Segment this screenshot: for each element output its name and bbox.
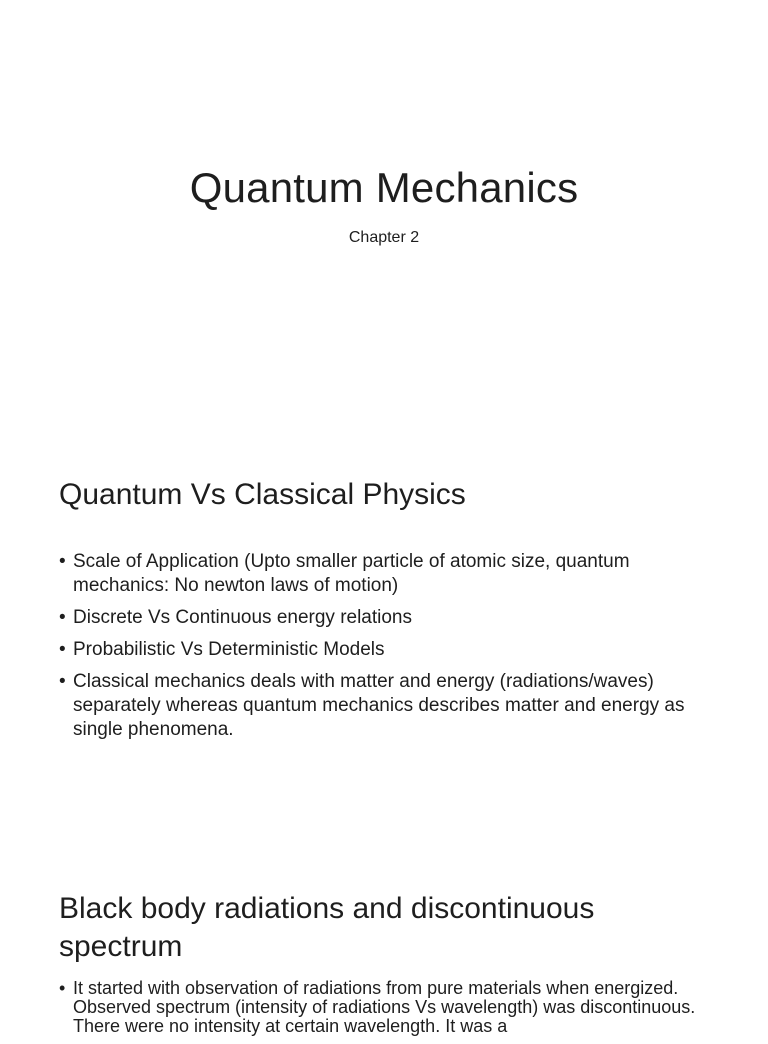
presentation-subtitle: Chapter 2 bbox=[348, 229, 420, 246]
slide-title: Black body radiations and discontinuous spectrum bbox=[59, 892, 595, 963]
bullet-text: Probabilistic Vs Deterministic Models bbox=[73, 639, 385, 660]
bullet-list bbox=[59, 979, 719, 1044]
bullet-item bbox=[59, 670, 719, 742]
bullet-dot-icon: • bbox=[59, 551, 66, 572]
bullet-text: It started with observation of radiations from pure materials when energized. Observed spectrum (intensity of radiations Vs wavelength) was discontinuous. There were no intensity at certain wavelength. It was a bbox=[73, 978, 696, 1036]
bullet-item bbox=[59, 606, 719, 630]
presentation-title: Quantum Mechanics bbox=[189, 164, 579, 211]
bullet-dot-icon: • bbox=[59, 639, 66, 660]
bullet-text: Scale of Application (Upto smaller particle of atomic size, quantum mechanics: No newton laws of motion) bbox=[73, 551, 630, 596]
slide-title: Quantum Vs Classical Physics bbox=[59, 478, 466, 511]
bullet-text: Discrete Vs Continuous energy relations bbox=[73, 607, 413, 628]
bullet-item bbox=[59, 550, 719, 598]
bullet-item bbox=[59, 638, 719, 662]
slide-black-body-radiation bbox=[0, 864, 768, 1036]
bullet-dot-icon: • bbox=[59, 978, 66, 998]
bullet-list bbox=[59, 550, 719, 750]
bullet-text: Classical mechanics deals with matter and energy (radiations/waves) separately whereas quantum mechanics describes matter and energy as single phenomena. bbox=[73, 671, 685, 740]
bullet-item bbox=[59, 979, 719, 1036]
bullet-dot-icon: • bbox=[59, 671, 66, 692]
slide-quantum-vs-classical bbox=[0, 432, 768, 864]
bullet-dot-icon: • bbox=[59, 607, 66, 628]
title-slide bbox=[0, 0, 768, 432]
